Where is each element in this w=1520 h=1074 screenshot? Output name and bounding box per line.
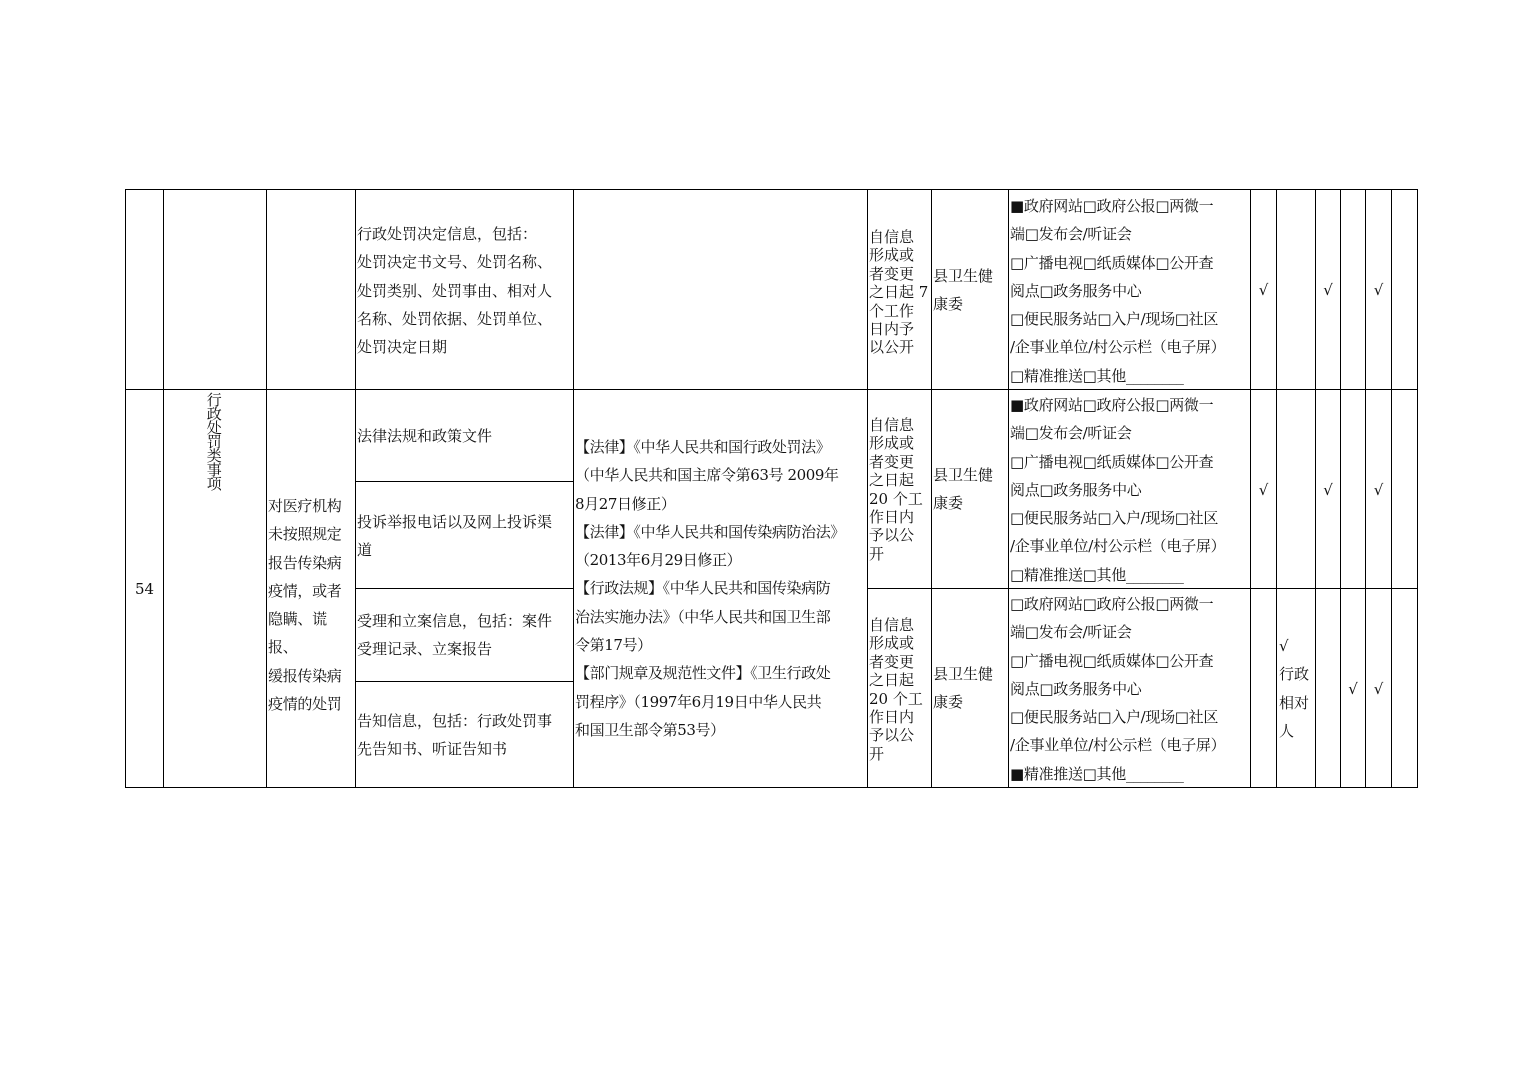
grid-line (266, 189, 267, 788)
grid-line (125, 189, 1418, 190)
grid-line (1417, 189, 1418, 788)
grid-line (573, 189, 574, 788)
check-mark: √ (1258, 281, 1269, 299)
check-mark: √ (1373, 481, 1384, 499)
item-matter: 对医疗机构 未按照规定 报告传染病 疫情，或者 隐瞒、谎报、 缓报传染病 疫情的处罚 (268, 497, 342, 714)
disclosure-subject: 县卫生健 康委 (933, 267, 994, 314)
disclosure-subject: 县卫生健 康委 (933, 665, 994, 712)
content-accept: 受理和立案信息，包括：案件 受理记录、立案报告 (357, 612, 553, 659)
content-notice: 告知信息，包括：行政处罚事 先告知书、听证告知书 (357, 712, 553, 759)
grid-line (1276, 189, 1277, 788)
item-basis: 【法律】《中华人民共和国行政处罚法》 （中华人民共和国主席令第63号 2009年 8月27日修正） 【法律】《中华人民共和国传染病防治法》 （2013年6月29日修正） 【行政法规】《中华人民共和国传染病防 治法实施办法》（中华人民共和国卫生部 令第17号） 【部门规章及规范性文件】《卫生行政处 罚程序》（1997年6月19日中华人民共 和国卫生部令第53号） (575, 438, 845, 739)
grid-line (355, 481, 573, 482)
grid-line (1391, 189, 1392, 788)
disclosure-channels: □政府网站□政府公报□两微一 端□发布会/听证会 □广播电视□纸质媒体□公开查 阅点□政务服务中心 □便民服务站□入户/现场□社区 /企事业单位/村公示栏（电子屏） ■精准推送□其他________ (1010, 595, 1226, 783)
disclosure-target-mark: √ 行政 相对 人 (1279, 637, 1310, 740)
disclosure-time-limit: 自信息 形成或 者变更 之日起 7 个工作 日内予 以公开 (869, 228, 929, 357)
grid-line (355, 681, 573, 682)
check-mark: √ (1258, 481, 1269, 499)
check-mark: √ (1323, 481, 1333, 499)
check-mark: √ (1348, 680, 1358, 698)
content-laws: 法律法规和政策文件 (357, 427, 493, 445)
grid-line (355, 588, 573, 589)
disclosure-content: 行政处罚决定信息，包括： 处罚决定书文号、处罚名称、 处罚类别、处罚事由、相对人 名称、处罚依据、处罚单位、 处罚决定日期 (357, 225, 553, 357)
item-number: 54 (134, 580, 155, 598)
check-mark: √ (1323, 281, 1333, 299)
check-mark: √ (1373, 281, 1384, 299)
content-complaint: 投诉举报电话以及网上投诉渠 道 (357, 513, 553, 560)
disclosure-subject: 县卫生健 康委 (933, 466, 994, 513)
disclosure-channels: ■政府网站□政府公报□两微一 端□发布会/听证会 □广播电视□纸质媒体□公开查 阅点□政务服务中心 □便民服务站□入户/现场□社区 /企事业单位/村公示栏（电子屏） □精准推送□其他________ (1010, 396, 1226, 584)
disclosure-time-limit: 自信息 形成或 者变更 之日起 20 个工 作日内 予以公 开 (869, 616, 923, 763)
disclosure-time-limit: 自信息 形成或 者变更 之日起 20 个工 作日内 予以公 开 (869, 416, 923, 563)
check-mark: √ (1373, 680, 1384, 698)
disclosure-channels: ■政府网站□政府公报□两微一 端□发布会/听证会 □广播电视□纸质媒体□公开查 阅点□政务服务中心 □便民服务站□入户/现场□社区 /企事业单位/村公示栏（电子屏） □精准推送□其他________ (1010, 197, 1226, 385)
item-category: 行政处罚类事项 (204, 392, 223, 490)
grid-line (163, 189, 164, 788)
grid-line (125, 189, 126, 788)
